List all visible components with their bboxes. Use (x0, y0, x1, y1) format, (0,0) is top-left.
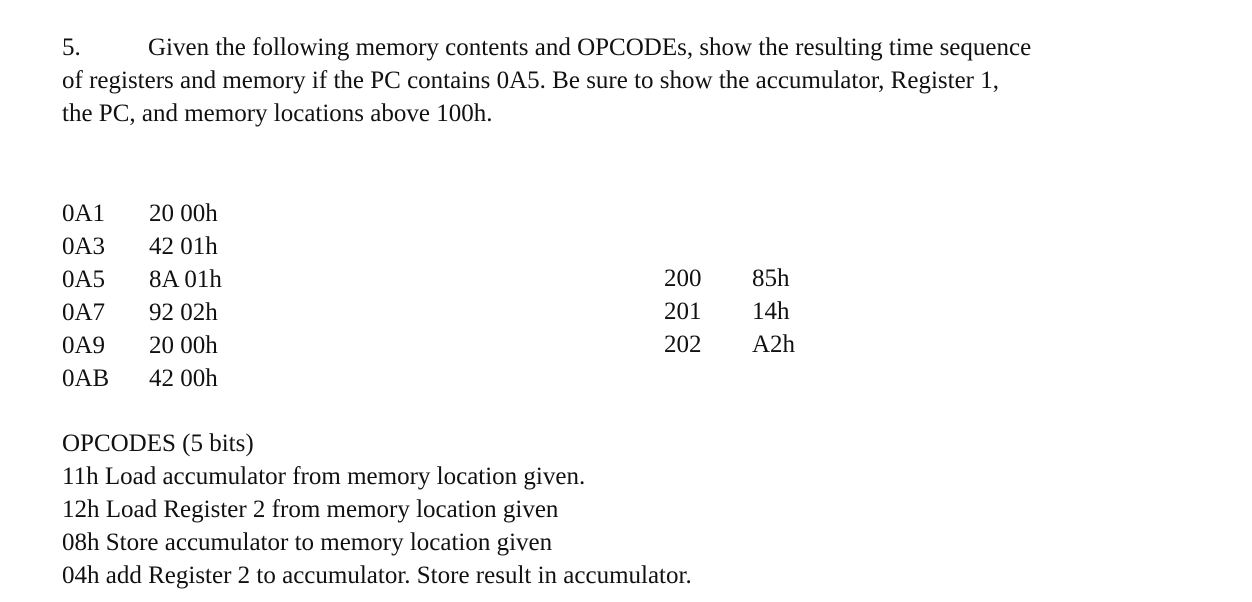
memory-value: 20 00h (149, 332, 218, 359)
memory-address: 200 (664, 265, 702, 292)
memory-row (62, 230, 222, 263)
memory-address: 0A5 (62, 266, 106, 293)
program-memory-listing (62, 197, 222, 395)
memory-address: 0A7 (62, 299, 106, 326)
memory-value: 92 02h (149, 299, 218, 326)
memory-value: 8A 01h (149, 266, 222, 293)
opcodes-section (62, 427, 692, 592)
memory-row (62, 263, 222, 296)
opcode-item: 12h Load Register 2 from memory location given (62, 496, 559, 523)
memory-row (664, 262, 795, 295)
opcodes-title: OPCODES (5 bits) (62, 430, 254, 457)
data-memory-listing (664, 262, 795, 361)
memory-row (664, 295, 795, 328)
memory-value: 42 01h (149, 233, 218, 260)
memory-row (62, 197, 222, 230)
memory-address: 202 (664, 331, 702, 358)
memory-address: 201 (664, 298, 702, 325)
question-line-1-text: Given the following memory contents and OPCODEs, show the resulting time sequence (148, 34, 1032, 61)
memory-address: 0A3 (62, 233, 106, 260)
memory-row (62, 296, 222, 329)
question-line-2: of registers and memory if the PC contains 0A5. Be sure to show the accumulator, Register 1, (62, 67, 999, 94)
memory-row (62, 362, 222, 395)
question-text (62, 31, 1202, 130)
memory-value: 20 00h (149, 200, 218, 227)
opcode-item: 08h Store accumulator to memory location given (62, 529, 553, 556)
memory-address: 0A9 (62, 332, 106, 359)
memory-address: 0A1 (62, 200, 106, 227)
question-line-3: the PC, and memory locations above 100h. (62, 100, 493, 127)
question-number: 5. (62, 34, 81, 61)
opcode-item: 04h add Register 2 to accumulator. Store result in accumulator. (62, 562, 692, 589)
memory-row (664, 328, 795, 361)
memory-value: 14h (752, 298, 790, 325)
opcode-item: 11h Load accumulator from memory location given. (62, 463, 586, 490)
memory-row (62, 329, 222, 362)
memory-address: 0AB (62, 365, 110, 392)
question-line-1 (62, 31, 1202, 64)
memory-value: A2h (752, 331, 796, 358)
memory-value: 85h (752, 265, 790, 292)
memory-value: 42 00h (149, 365, 218, 392)
